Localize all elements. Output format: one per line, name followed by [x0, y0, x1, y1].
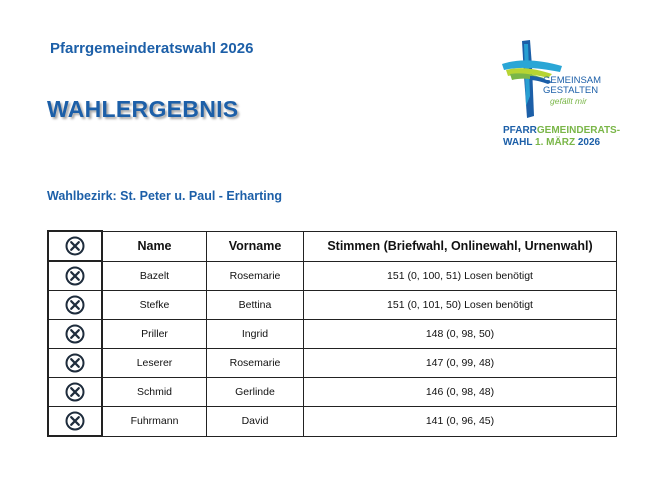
- circled-x-icon: [65, 324, 85, 344]
- cell-first-name: Rosemarie: [207, 261, 304, 291]
- cell-name: Stefke: [102, 291, 207, 320]
- logo-text-gemeinsam: GEMEINSAM: [543, 75, 602, 86]
- cell-name: Bazelt: [102, 261, 207, 291]
- district-label: Wahlbezirk: St. Peter u. Paul - Erharting: [47, 189, 282, 203]
- circled-x-icon: [65, 382, 85, 402]
- mark-cell: [48, 349, 102, 378]
- cell-votes: 147 (0, 99, 48): [304, 349, 617, 378]
- mark-header-cell: [48, 231, 102, 261]
- mark-cell: [48, 291, 102, 320]
- table-row: [48, 407, 617, 437]
- mark-cell: [48, 261, 102, 291]
- document-subtitle: Pfarrgemeinderatswahl 2026: [50, 40, 254, 57]
- mark-cell: [48, 407, 102, 437]
- cell-name: Fuhrmann: [102, 407, 207, 437]
- logo-election-line-1: [503, 125, 620, 137]
- cell-name: Priller: [102, 320, 207, 349]
- cell-votes: 141 (0, 96, 45): [304, 407, 617, 437]
- table-row: [48, 320, 617, 349]
- cell-first-name: Rosemarie: [207, 349, 304, 378]
- table-row: [48, 291, 617, 320]
- table-row: [48, 349, 617, 378]
- mark-cell: [48, 320, 102, 349]
- table-row: [48, 378, 617, 407]
- header-first-name: Vorname: [207, 231, 304, 261]
- cell-votes: 151 (0, 101, 50) Losen benötigt: [304, 291, 617, 320]
- logo-text-gestalten: GESTALTEN: [543, 85, 599, 96]
- cell-name: Schmid: [102, 378, 207, 407]
- cell-name: Leserer: [102, 349, 207, 378]
- cell-votes: 151 (0, 100, 51) Losen benötigt: [304, 261, 617, 291]
- logo-election-line-2: [503, 137, 600, 149]
- logo-wahl: WAHL: [503, 137, 536, 148]
- circled-x-icon: [65, 411, 85, 431]
- circled-x-icon: [65, 295, 85, 315]
- cell-first-name: Gerlinde: [207, 378, 304, 407]
- circled-x-icon: [65, 236, 85, 256]
- logo-year: 2026: [575, 137, 601, 148]
- logo-pfarr: PFARR: [503, 125, 537, 136]
- cell-first-name: Ingrid: [207, 320, 304, 349]
- document-title: WAHLERGEBNIS: [47, 96, 239, 122]
- results-table: [47, 230, 617, 437]
- table-header-row: [48, 231, 617, 261]
- logo-date: 1. MÄRZ: [535, 137, 576, 148]
- cell-first-name: David: [207, 407, 304, 437]
- logo-gemeinderats: GEMEINDERATS-: [536, 125, 621, 136]
- cell-votes: 146 (0, 98, 48): [304, 378, 617, 407]
- circled-x-icon: [65, 353, 85, 373]
- logo-text-gefaellt: gefällt mir: [550, 96, 587, 106]
- mark-cell: [48, 378, 102, 407]
- circled-x-icon: [65, 266, 85, 286]
- table-row: [48, 261, 617, 291]
- header-name: Name: [102, 231, 207, 261]
- cell-first-name: Bettina: [207, 291, 304, 320]
- cell-votes: 148 (0, 98, 50): [304, 320, 617, 349]
- header-votes: Stimmen (Briefwahl, Onlinewahl, Urnenwahl): [304, 231, 617, 261]
